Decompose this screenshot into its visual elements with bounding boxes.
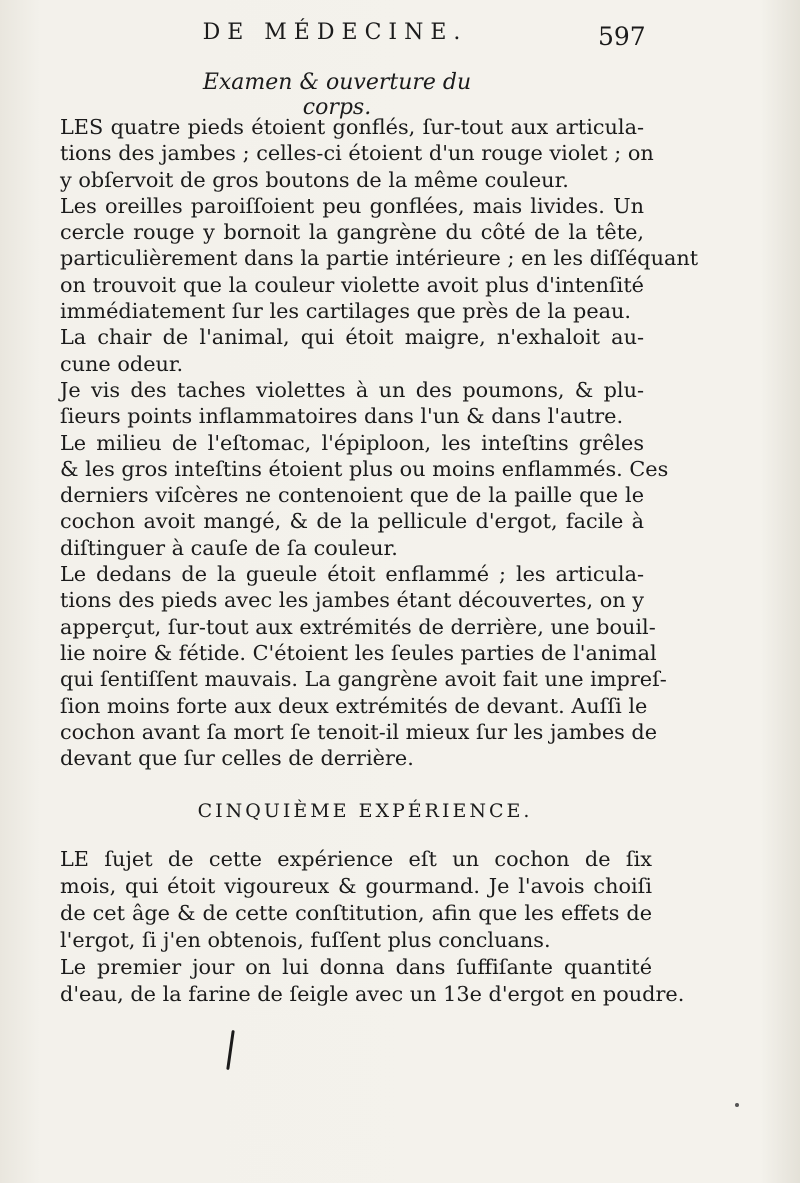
paragraph bbox=[60, 846, 652, 954]
text-line: Je vis des taches violettes à un des poumons, & plu- bbox=[60, 377, 644, 402]
body-text-block-1 bbox=[60, 114, 699, 771]
paragraph bbox=[60, 954, 685, 1008]
text-line: on trouvoit que la couleur violette avoit plus d'intenſité bbox=[60, 272, 644, 297]
text-line: cune odeur. bbox=[60, 351, 184, 376]
body-text-block-2 bbox=[60, 846, 685, 1008]
section-heading: Examen & ouverture du corps. bbox=[202, 70, 472, 120]
text-line: apperçut, ſur-tout aux extrémités de derrière, une bouil- bbox=[60, 614, 656, 639]
text-line: l'ergot, ſi j'en obtenois, fuſſent plus concluans. bbox=[60, 928, 551, 952]
text-line: devant que ſur celles de derrière. bbox=[60, 746, 414, 771]
text-line: tions des jambes ; celles-ci étoient d'un rouge violet ; on bbox=[60, 141, 654, 166]
text-line: LES quatre pieds étoient gonflés, ſur-tout aux articula- bbox=[60, 115, 644, 139]
text-line: tions des pieds avec les jambes étant découvertes, on y bbox=[60, 588, 644, 613]
chapter-heading: CINQUIÈME EXPÉRIENCE. bbox=[197, 800, 533, 822]
text-line: y obſervoit de gros boutons de la même couleur. bbox=[60, 167, 569, 192]
text-line: mois, qui étoit vigoureux & gourmand. Je l'avois choiſi bbox=[60, 874, 652, 898]
text-line: qui ſentiſſent mauvais. La gangrène avoit fait une impreſ- bbox=[60, 667, 667, 692]
text-line: ſion moins forte aux deux extrémités de devant. Auſſi le bbox=[60, 693, 648, 718]
text-line: derniers viſcères ne contenoient que de la paille que le bbox=[60, 483, 644, 508]
paragraph bbox=[60, 324, 644, 377]
text-line: cercle rouge y bornoit la gangrène du côté de la tête, bbox=[60, 220, 644, 245]
text-line: La chair de l'animal, qui étoit maigre, n'exhaloit au- bbox=[60, 325, 644, 350]
text-line: Les oreilles paroiſſoient peu gonflées, mais livides. Un bbox=[60, 193, 644, 218]
paragraph bbox=[60, 561, 667, 771]
text-line: LE ſujet de cette expérience eſt un cochon de ſix bbox=[60, 847, 652, 871]
text-line: cochon avoit mangé, & de la pellicule d'ergot, facile à bbox=[60, 509, 644, 534]
paragraph bbox=[60, 430, 669, 561]
text-line: & les gros inteſtins étoient plus ou moins enflammés. Ces bbox=[60, 456, 669, 481]
text-line: de cet âge & de cette conſtitution, afin que les effets de bbox=[60, 901, 652, 925]
text-line: Le milieu de l'eſtomac, l'épiploon, les inteſtins grêles bbox=[60, 430, 644, 455]
ink-mark bbox=[226, 1030, 235, 1070]
paper-speck bbox=[735, 1103, 739, 1107]
text-line: ſieurs points inflammatoires dans l'un & dans l'autre. bbox=[60, 404, 624, 429]
page-number: 597 bbox=[598, 22, 646, 51]
text-line: cochon avant ſa mort ſe tenoit-il mieux ſur les jambes de bbox=[60, 719, 658, 744]
running-head: DE MÉDECINE. bbox=[202, 20, 468, 45]
text-line: particulièrement dans la partie intérieure ; en les diſſéquant bbox=[60, 246, 699, 271]
paragraph bbox=[60, 377, 644, 430]
paragraph bbox=[60, 114, 654, 193]
text-line: Le dedans de la gueule étoit enflammé ; les articula- bbox=[60, 562, 644, 587]
paragraph bbox=[60, 193, 699, 324]
text-line: immédiatement ſur les cartilages que près de la peau. bbox=[60, 299, 632, 324]
text-line: Le premier jour on lui donna dans ſuffiſante quantité bbox=[60, 955, 652, 979]
text-line: lie noire & fétide. C'étoient les ſeules parties de l'animal bbox=[60, 640, 657, 665]
text-line: d'eau, de la farine de ſeigle avec un 13e d'ergot en poudre. bbox=[60, 982, 685, 1006]
text-line: diſtinguer à cauſe de ſa couleur. bbox=[60, 535, 398, 560]
